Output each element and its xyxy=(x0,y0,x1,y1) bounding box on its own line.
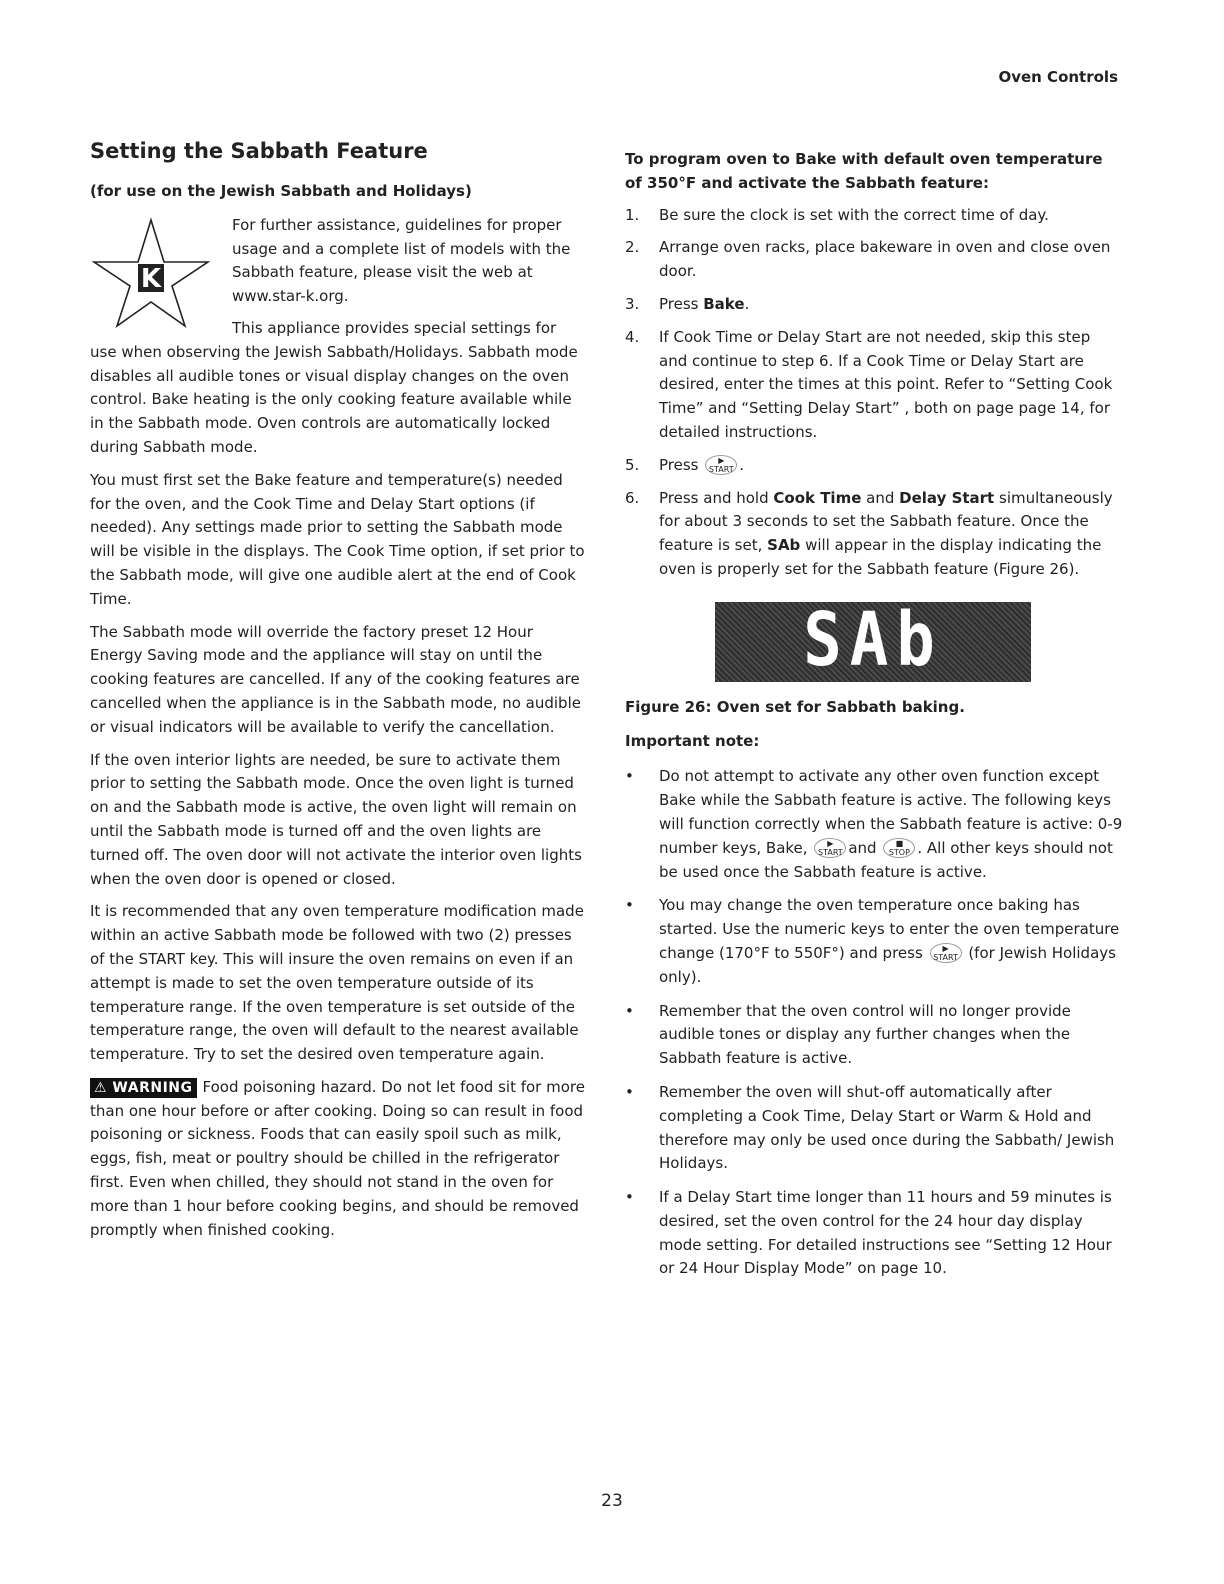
start-key-icon: ▶ START xyxy=(814,838,846,858)
step-item: 6. Press and hold Cook Time and Delay Start simultaneously for about 3 seconds to set the Sabbath feature. Once the feature is set, SAb will appear in the display indicating the oven is properly set for the Sabbath feature (Figure 26). xyxy=(625,488,1113,578)
star-k-text: For further assistance, guidelines for proper usage and a complete list of models with the Sabbath feature, please visit the web at www.star-k.org. xyxy=(232,215,571,306)
paragraph-override: The Sabbath mode will override the factory preset 12 Hour Energy Saving mode and the appliance will stay on until the cooking features are cancelled. If any of the cooking features are cancelled when the appliance is in the Sabbath mode, no audible or visual indicators will be available to verify the cancellation. xyxy=(90,622,581,736)
warning-badge: ⚠ WARNING xyxy=(90,1078,197,1098)
start-key-icon: ▶ START xyxy=(930,943,962,963)
start-key-icon: ▶ START xyxy=(705,455,737,475)
step-item: 2. Arrange oven racks, place bakeware in oven and close oven door. xyxy=(625,238,1111,281)
sab-display-figure xyxy=(715,598,1031,684)
star-k-block xyxy=(90,214,586,309)
paragraph-lights: If the oven interior lights are needed, be sure to activate them prior to setting the Sabbath mode. Once the oven light is turned on and the Sabbath mode is active, the oven light will remain on until the Sabbath mode is turned off and the oven lights are turned off. The oven door will not activate the interior oven lights when the oven door is opened or closed. xyxy=(90,750,582,888)
note-item: • Remember the oven will shut-off automatically after completing a Cook Time, Delay Start or Warm & Hold and therefore may only be used once during the Sabbath/ Jewish Holidays. xyxy=(625,1082,1115,1173)
star-k-logo-icon xyxy=(92,216,210,328)
note-item: • If a Delay Start time longer than 11 hours and 59 minutes is desired, set the oven control for the 24 hour day display mode setting. For detailed instructions see “Setting 12 Hour or 24 Hour Display Mode” on page 10. xyxy=(625,1188,1112,1278)
stop-key-icon: ■ STOP xyxy=(883,838,915,858)
right-column xyxy=(625,148,1123,1291)
note-item: • Remember that the oven control will no longer provide audible tones or display any further changes when the Sabbath feature is active. xyxy=(625,1001,1071,1068)
paragraph-intro: This appliance provides special settings for use when observing the Jewish Sabbath/Holidays. Sabbath mode disables all audible tones or visual display changes on the oven control. Bake heating is the only cooking feature available while in the Sabbath mode. Oven controls are automatically locked during Sabbath mode. xyxy=(90,318,578,456)
step-item: 5. Press ▶ START . xyxy=(625,455,745,475)
important-note-title: Important note: xyxy=(625,731,760,750)
left-column xyxy=(90,136,586,1251)
paragraph-recommendation: It is recommended that any oven temperature modification made within an active Sabbath mode be followed with two (2) presses of the START key. This will insure the oven remains on even if an attempt is made to set the oven temperature outside of its temperature range. If the oven temperature is set outside of the temperature range, the oven will default to the nearest available temperature. Try to set the desired oven temperature again. xyxy=(90,902,584,1064)
important-notes-list xyxy=(625,765,1123,1281)
steps-list xyxy=(625,204,1123,582)
note-item: • Do not attempt to activate any other oven function except Bake while the Sabbath feature is active. The following keys will function correctly when the Sabbath feature is active: 0-9 number keys, Bake, ▶ START and ■ STOP . All other keys should not be used once the Sabbath feature is active. xyxy=(625,767,1123,881)
figure-caption: Figure 26: Oven set for Sabbath baking. xyxy=(625,697,965,716)
note-item: • You may change the oven temperature once baking has started. Use the numeric keys to enter the oven temperature change (170°F to 550F°) and press ▶ START (for Jewish Holidays only). xyxy=(625,896,1120,986)
steps-heading: To program oven to Bake with default oven temperature of 350°F and activate the Sabbath feature: xyxy=(625,150,1103,192)
page-title: Setting the Sabbath Feature xyxy=(90,139,428,163)
display-readout: SAb xyxy=(803,598,943,684)
subtitle: (for use on the Jewish Sabbath and Holidays) xyxy=(90,182,472,200)
start-key-label: START xyxy=(138,949,185,968)
section-title: Oven Controls xyxy=(998,68,1118,86)
step-item: 4. If Cook Time or Delay Start are not needed, skip this step and continue to step 6. If a Cook Time or Delay Start are desired, enter the times at this point. Refer to “Setting Cook Time” and “Setting Delay Start” , both on page page 14, for detailed instructions. xyxy=(625,327,1113,441)
step-item: 1. Be sure the clock is set with the correct time of day. xyxy=(625,205,1049,224)
warning-paragraph xyxy=(90,1076,586,1243)
page-number: 23 xyxy=(601,1491,623,1511)
step-item: 3. Press Bake. xyxy=(625,294,750,313)
paragraph-settings: You must first set the Bake feature and temperature(s) needed for the oven, and the Cook Time and Delay Start options (if needed). Any settings made prior to setting the Sabbath mode will be visible in the displays. The Cook Time option, if set prior to the Sabbath mode, will give one audible alert at the end of Cook Time. xyxy=(90,470,585,608)
warning-text: Food poisoning hazard. Do not let food sit for more than one hour before or after cooking. Doing so can result in food poisoning or sickness. Foods that can easily spoil such as milk, eggs, fish, meat or poultry should be chilled in the refrigerator first. Even when chilled, they should not stand in the oven for more than 1 hour before cooking begins, and should be removed promptly when finished cooking. xyxy=(90,1077,585,1239)
star-k-letter: K xyxy=(140,263,162,294)
